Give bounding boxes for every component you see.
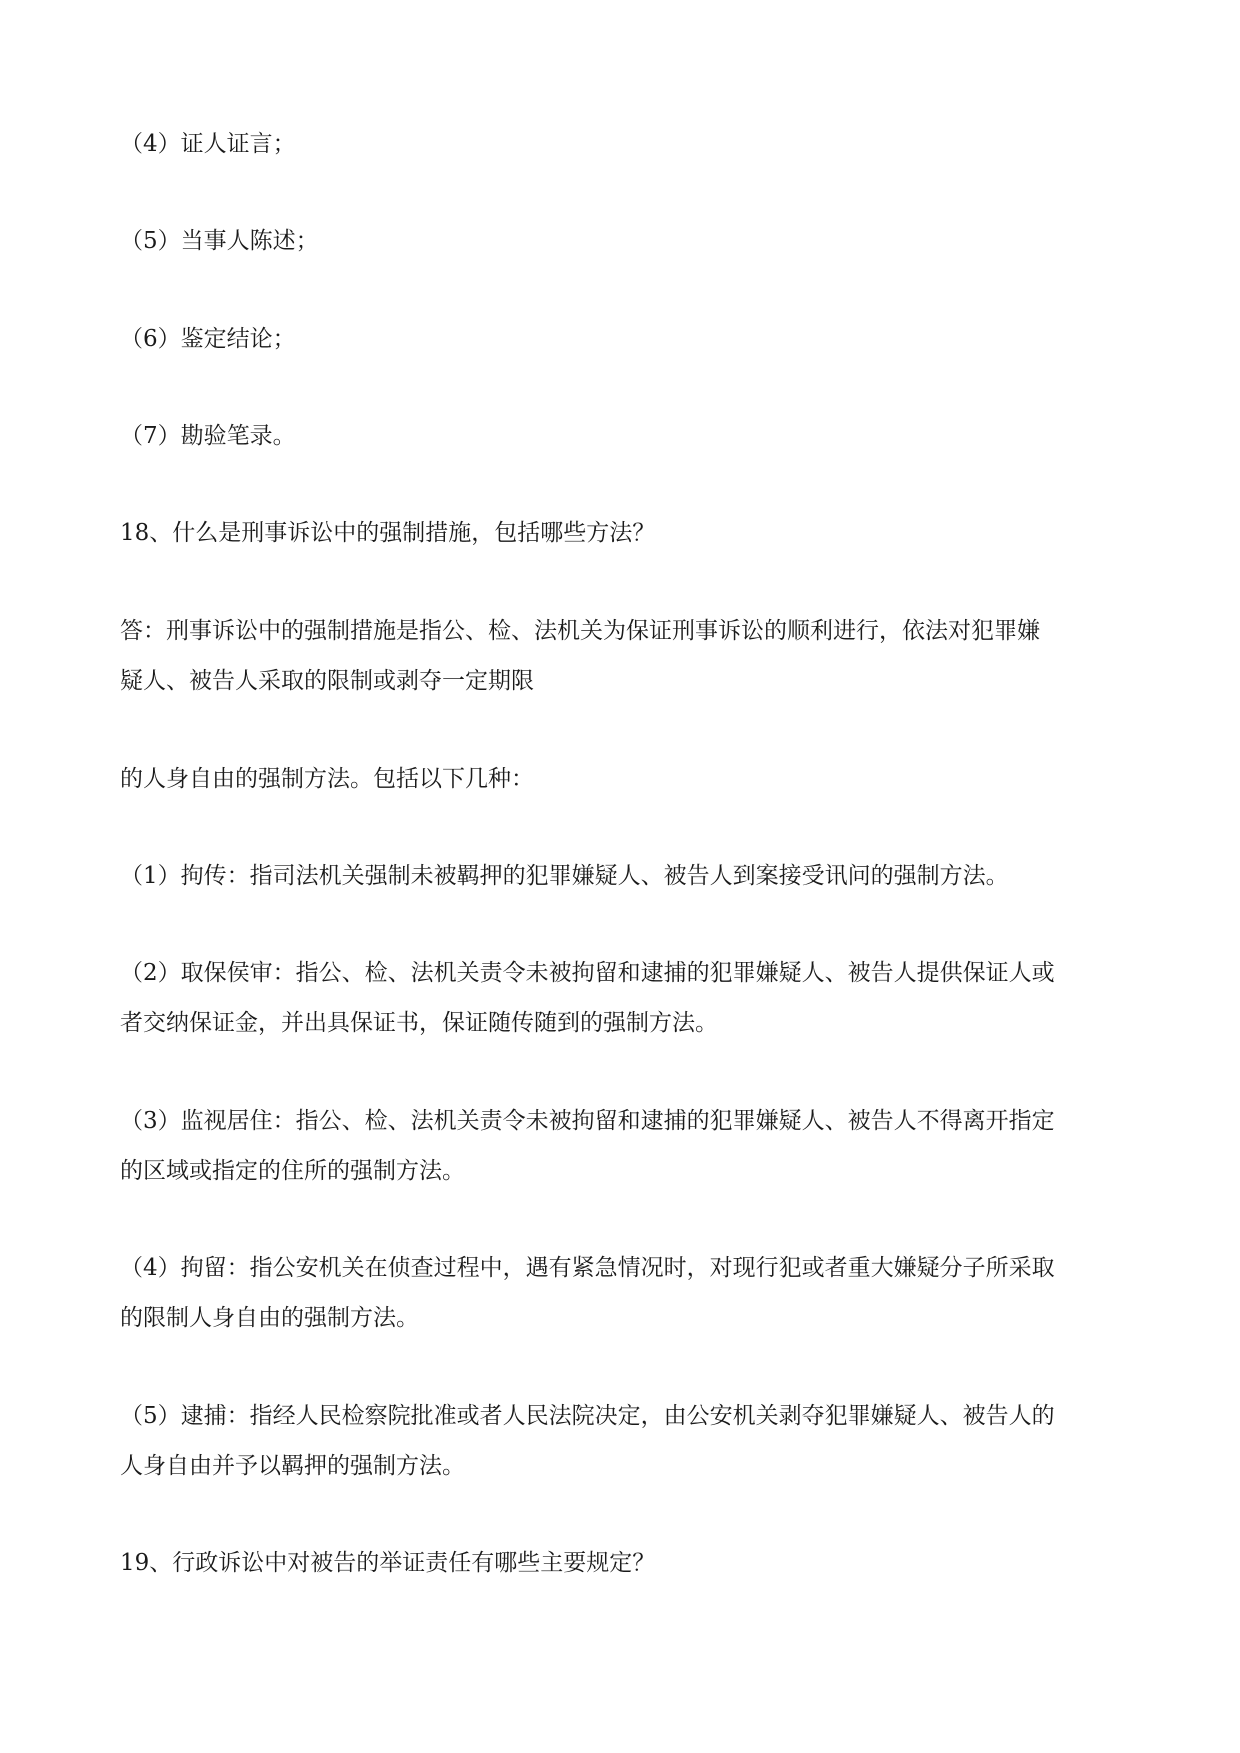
measure-2-line-1: （2）取保侯审：指公、检、法机关责令未被拘留和逮捕的犯罪嫌疑人、被告人提供保证人或 xyxy=(120,960,1055,986)
measure-3-line-2: 的区域或指定的住所的强制方法。 xyxy=(120,1158,465,1184)
evidence-item-5: （5）当事人陈述； xyxy=(120,228,319,254)
answer-18-line-3: 的人身自由的强制方法。包括以下几种： xyxy=(120,766,534,792)
answer-18-line-2: 疑人、被告人采取的限制或剥夺一定期限 xyxy=(120,668,534,694)
measure-5-line-2: 人身自由并予以羁押的强制方法。 xyxy=(120,1453,465,1479)
answer-18-line-1: 答：刑事诉讼中的强制措施是指公、检、法机关为保证刑事诉讼的顺利进行，依法对犯罪嫌 xyxy=(120,618,1040,644)
question-18: 18、什么是刑事诉讼中的强制措施，包括哪些方法？ xyxy=(120,520,656,546)
question-19: 19、行政诉讼中对被告的举证责任有哪些主要规定？ xyxy=(120,1550,656,1576)
evidence-item-7: （7）勘验笔录。 xyxy=(120,423,296,449)
measure-5-line-1: （5）逮捕：指经人民检察院批准或者人民法院决定，由公安机关剥夺犯罪嫌疑人、被告人的 xyxy=(120,1403,1055,1429)
measure-1-line-1: （1）拘传：指司法机关强制未被羁押的犯罪嫌疑人、被告人到案接受讯问的强制方法。 xyxy=(120,863,1009,889)
measure-4-line-2: 的限制人身自由的强制方法。 xyxy=(120,1305,419,1331)
measure-4-line-1: （4）拘留：指公安机关在侦查过程中，遇有紧急情况时，对现行犯或者重大嫌疑分子所采取 xyxy=(120,1255,1055,1281)
measure-3-line-1: （3）监视居住：指公、检、法机关责令未被拘留和逮捕的犯罪嫌疑人、被告人不得离开指定 xyxy=(120,1108,1055,1134)
evidence-item-6: （6）鉴定结论； xyxy=(120,326,296,352)
evidence-item-4: （4）证人证言； xyxy=(120,131,296,157)
measure-2-line-2: 者交纳保证金，并出具保证书，保证随传随到的强制方法。 xyxy=(120,1010,718,1036)
